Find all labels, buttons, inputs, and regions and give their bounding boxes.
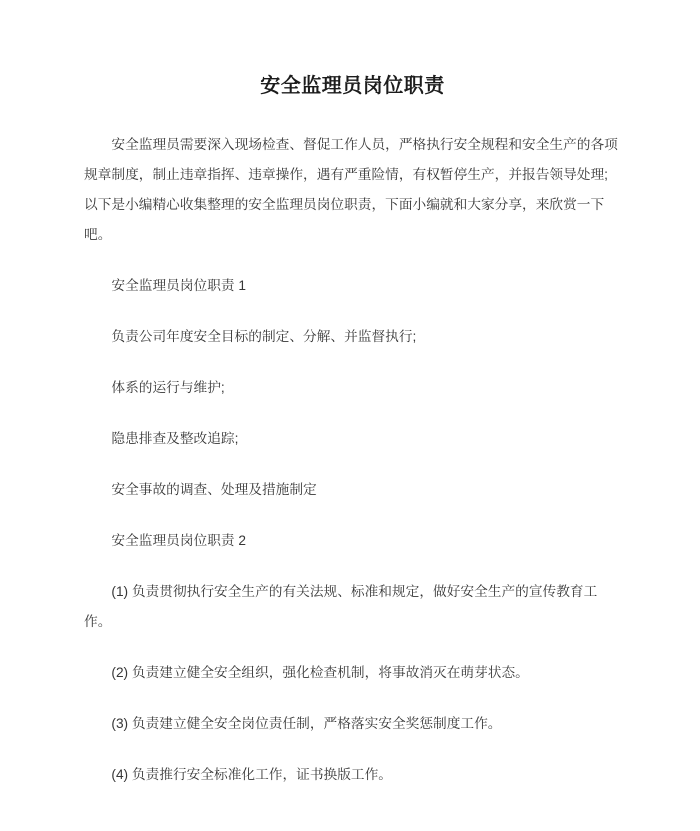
- section-heading-2: 安全监理员岗位职责 2: [111, 533, 246, 548]
- duty-paragraph: 体系的运行与维护;: [111, 380, 225, 395]
- duty-paragraph: (2) 负责建立健全安全组织，强化检查机制，将事故消灭在萌芽状态。: [111, 665, 529, 680]
- intro-paragraph: 安全监理员需要深入现场检查、督促工作人员，严格执行安全规程和安全生产的各项规章制度，制止违章指挥、违章操作，遇有严重险情，有权暂停生产，并报告领导处理;以下是小编精心收集整理的安全监理员岗位职责，下面小编就和大家分享，来欣赏一下吧。: [84, 137, 618, 242]
- duty-paragraph: 负责公司年度安全目标的制定、分解、并监督执行;: [111, 329, 417, 344]
- duty-paragraph: (1) 负责贯彻执行安全生产的有关法规、标准和规定，做好安全生产的宣传教育工作。: [84, 584, 598, 629]
- page-title: 安全监理员岗位职责: [260, 75, 445, 97]
- duty-paragraph: (3) 负责建立健全安全岗位责任制，严格落实安全奖惩制度工作。: [111, 716, 502, 731]
- duty-paragraph: 隐患排查及整改追踪;: [111, 431, 239, 446]
- document-page: [84, 0, 621, 790]
- duty-paragraph: (4) 负责推行安全标准化工作，证书换版工作。: [111, 767, 392, 782]
- duty-paragraph: 安全事故的调查、处理及措施制定: [111, 482, 317, 497]
- section-heading-1: 安全监理员岗位职责 1: [111, 278, 246, 293]
